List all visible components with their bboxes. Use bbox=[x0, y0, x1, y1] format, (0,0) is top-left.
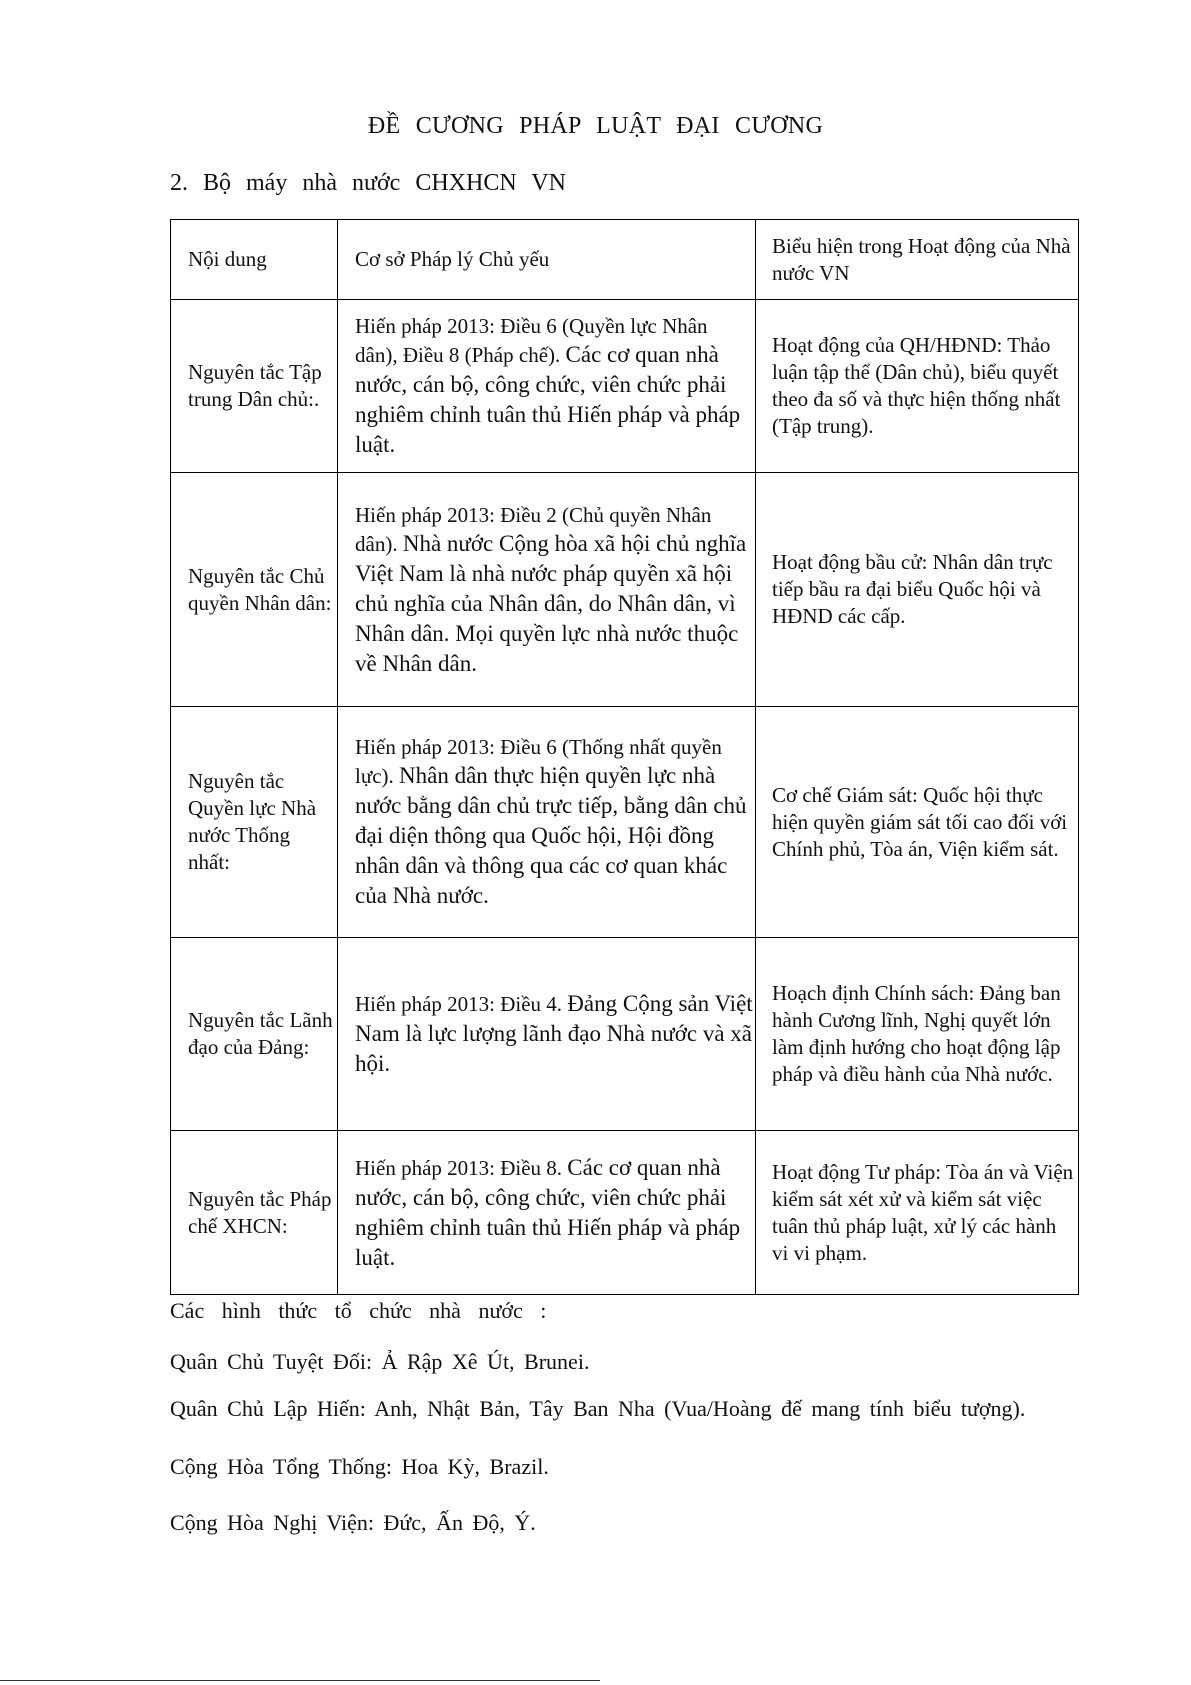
table-row bbox=[171, 473, 1079, 707]
principle-cell: Nguyên tắc Pháp chế XHCN: bbox=[171, 1131, 338, 1295]
footer-divider bbox=[0, 1680, 600, 1681]
practice-cell: Hoạt động Tư pháp: Tòa án và Viện kiểm sát xét xử và kiểm sát việc tuân thủ pháp luật, xử lý các hành vi vi phạm. bbox=[756, 1131, 1079, 1295]
table-row bbox=[171, 938, 1079, 1131]
header-legal-basis: Cơ sở Pháp lý Chủ yếu bbox=[338, 220, 756, 300]
legal-basis-cell bbox=[338, 938, 756, 1131]
legal-basis-lead: Hiến pháp 2013: Điều 8. bbox=[355, 1155, 563, 1180]
legal-basis-text: Các cơ quan nhà nước, cán bộ, công chức, viên chức phải nghiêm chỉnh tuân thủ Hiến pháp và pháp luật. bbox=[355, 1154, 741, 1270]
table-row bbox=[171, 707, 1079, 938]
form-item-absolute-monarchy: Quân Chủ Tuyệt Đối: Ả Rập Xê Út, Brunei. bbox=[170, 1349, 590, 1374]
table-row bbox=[171, 1131, 1079, 1295]
practice-cell: Hoạt động của QH/HĐND: Thảo luận tập thể (Dân chủ), biểu quyết theo đa số và thực hiện thống nhất (Tập trung). bbox=[756, 300, 1079, 473]
form-item-parliamentary-republic: Cộng Hòa Nghị Viện: Đức, Ấn Độ, Ý. bbox=[170, 1510, 536, 1535]
document-title: ĐỀ CƯƠNG PHÁP LUẬT ĐẠI CƯƠNG bbox=[367, 113, 824, 139]
legal-basis-cell bbox=[338, 707, 756, 938]
legal-basis-text: Đảng Cộng sản Việt Nam là lực lượng lãnh đạo Nhà nước và xã hội. bbox=[355, 991, 753, 1076]
legal-basis-text: Nhà nước Cộng hòa xã hội chủ nghĩa Việt Nam là nhà nước pháp quyền xã hội chủ nghĩa của Nhân dân, do Nhân dân, vì Nhân dân. Mọi quyền lực nhà nước thuộc về Nhân dân. bbox=[355, 530, 747, 676]
legal-basis-lead: Hiến pháp 2013: Điều 6 (Quyền lực Nhân dân), Điều 8 (Pháp chế). bbox=[355, 314, 708, 367]
forms-heading: Các hình thức tổ chức nhà nước : bbox=[170, 1298, 547, 1323]
practice-cell: Hoạch định Chính sách: Đảng ban hành Cương lĩnh, Nghị quyết lớn làm định hướng cho hoạt động lập pháp và điều hành của Nhà nước. bbox=[756, 938, 1079, 1131]
form-item-constitutional-monarchy: Quân Chủ Lập Hiến: Anh, Nhật Bản, Tây Ban Nha (Vua/Hoàng đế mang tính biểu tượng). bbox=[170, 1396, 1026, 1421]
form-item-presidential-republic: Cộng Hòa Tổng Thống: Hoa Kỳ, Brazil. bbox=[170, 1454, 549, 1479]
principle-cell: Nguyên tắc Chủ quyền Nhân dân: bbox=[171, 473, 338, 707]
legal-basis-lead: Hiến pháp 2013: Điều 2 (Chủ quyền Nhân dân). bbox=[355, 502, 712, 556]
table-row bbox=[171, 300, 1079, 473]
header-practice: Biểu hiện trong Hoạt động của Nhà nước VN bbox=[756, 220, 1079, 300]
section-heading: 2. Bộ máy nhà nước CHXHCN VN bbox=[170, 170, 566, 196]
practice-cell: Hoạt động bầu cử: Nhân dân trực tiếp bầu ra đại biểu Quốc hội và HĐND các cấp. bbox=[756, 473, 1079, 707]
legal-basis-cell bbox=[338, 1131, 756, 1295]
header-content: Nội dung bbox=[171, 220, 338, 300]
legal-basis-text: Các cơ quan nhà nước, cán bộ, công chức, viên chức phải nghiêm chỉnh tuân thủ Hiến pháp và pháp luật. bbox=[355, 342, 741, 457]
principle-cell: Nguyên tắc Tập trung Dân chủ:. bbox=[171, 300, 338, 473]
principles-table bbox=[170, 219, 1079, 1295]
legal-basis-lead: Hiến pháp 2013: Điều 6 (Thống nhất quyền lực). bbox=[355, 735, 722, 788]
principle-cell: Nguyên tắc Lãnh đạo của Đảng: bbox=[171, 938, 338, 1131]
principle-cell: Nguyên tắc Quyền lực Nhà nước Thống nhất: bbox=[171, 707, 338, 938]
practice-cell: Cơ chế Giám sát: Quốc hội thực hiện quyền giám sát tối cao đối với Chính phủ, Tòa án, Viện kiểm sát. bbox=[756, 707, 1079, 938]
legal-basis-text: Nhân dân thực hiện quyền lực nhà nước bằng dân chủ trực tiếp, bằng dân chủ đại diện thông qua Quốc hội, Hội đồng nhân dân và thông qua các cơ quan khác của Nhà nước. bbox=[355, 763, 747, 908]
legal-basis-cell bbox=[338, 473, 756, 707]
table-header-row bbox=[171, 220, 1079, 300]
legal-basis-lead: Hiến pháp 2013: Điều 4. bbox=[355, 992, 563, 1016]
legal-basis-cell bbox=[338, 300, 756, 473]
